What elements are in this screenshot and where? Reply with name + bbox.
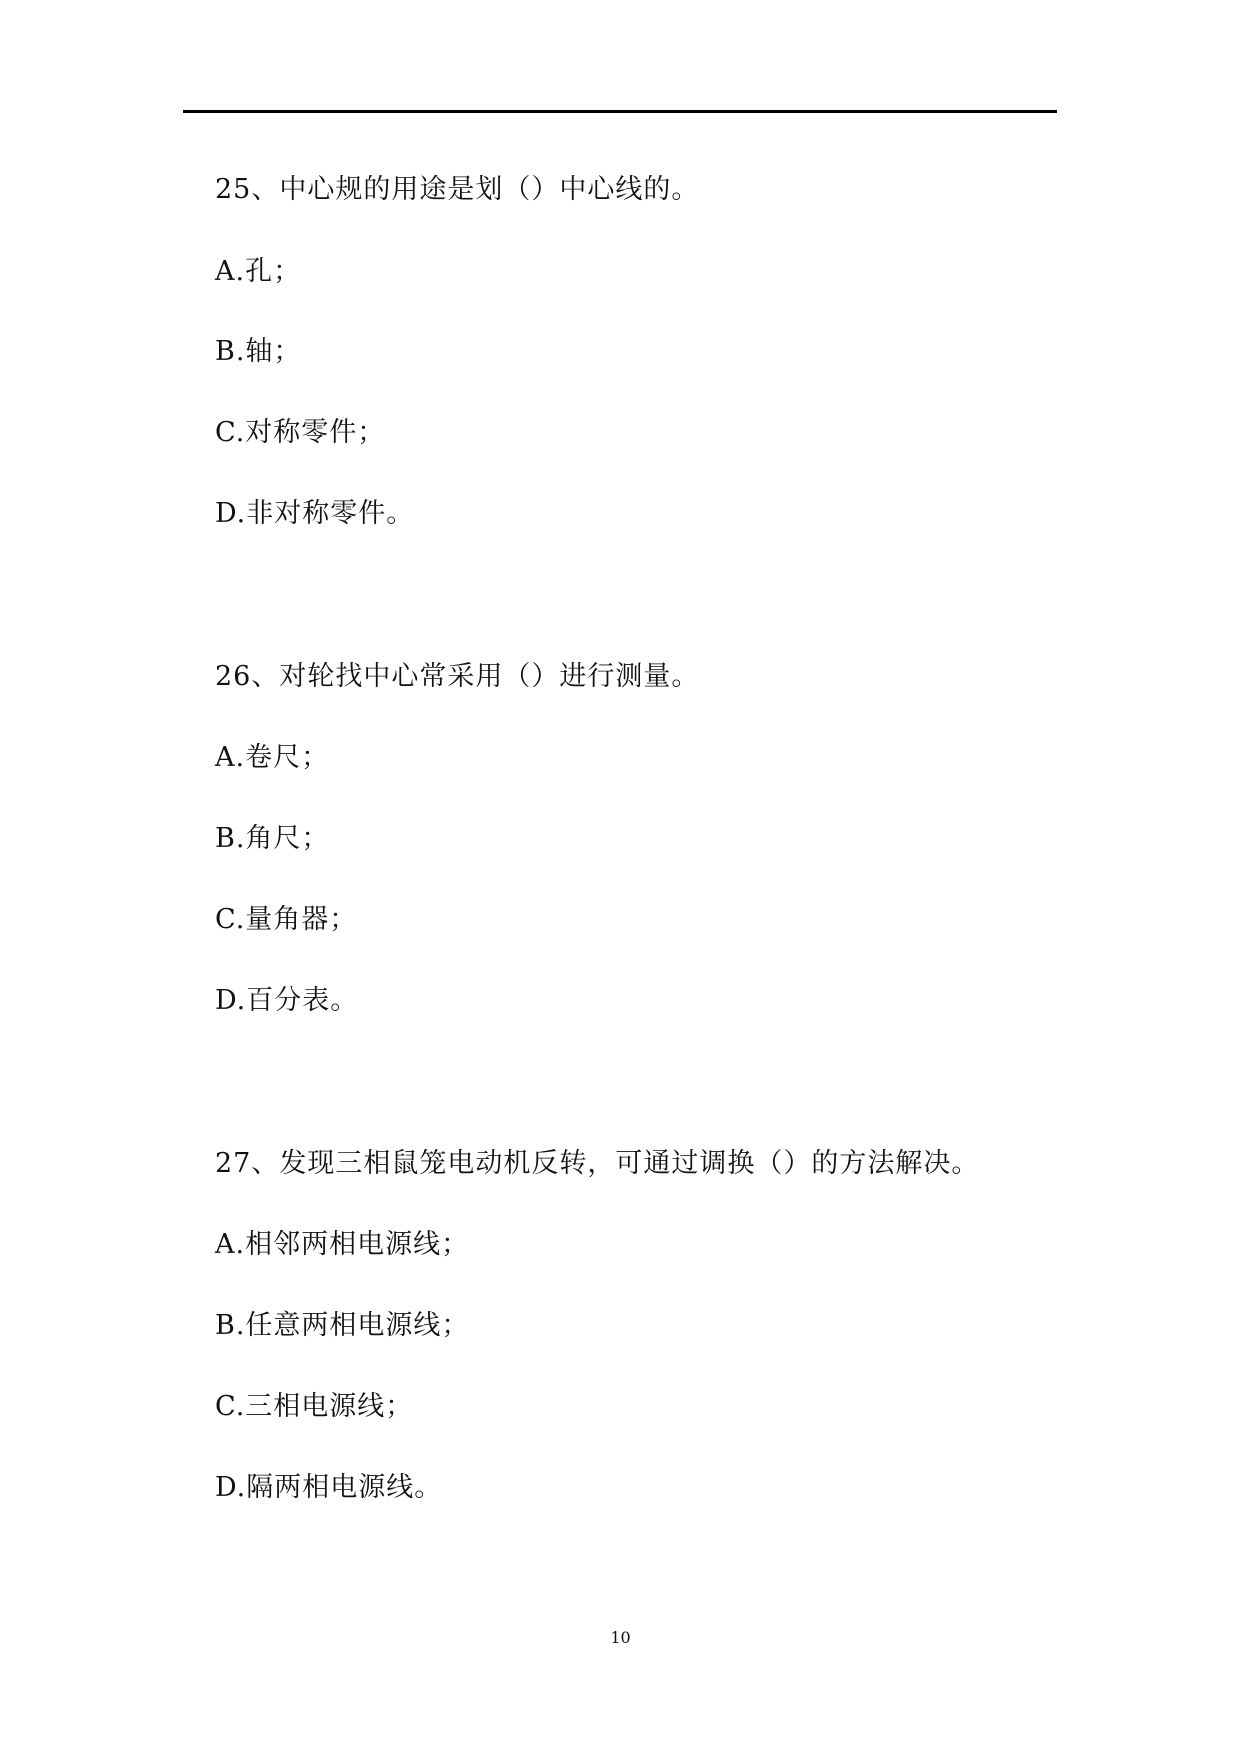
question-25-option-b: B.轴； — [215, 336, 302, 367]
question-27-option-b: B.任意两相电源线； — [215, 1310, 470, 1341]
question-27-option-a: A.相邻两相电源线； — [215, 1229, 470, 1260]
question-26-option-a: A.卷尺； — [215, 742, 330, 773]
question-27-option-c: C.三相电源线； — [215, 1391, 414, 1422]
header-rule — [183, 110, 1057, 113]
question-25-option-c: C.对称零件； — [215, 417, 386, 448]
question-25-option-a: A.孔； — [215, 256, 302, 287]
question-26-option-d: D.百分表。 — [215, 985, 359, 1016]
question-25-option-d: D.非对称零件。 — [215, 498, 415, 529]
question-27-option-d: D.隔两相电源线。 — [215, 1472, 443, 1503]
question-26-option-c: C.量角器； — [215, 904, 358, 935]
question-27-stem: 27、发现三相鼠笼电动机反转，可通过调换（）的方法解决。 — [215, 1148, 980, 1179]
page-number: 10 — [610, 1628, 631, 1647]
question-26-option-b: B.角尺； — [215, 823, 330, 854]
question-26-stem: 26、对轮找中心常采用（）进行测量。 — [215, 661, 700, 692]
question-25-stem: 25、中心规的用途是划（）中心线的。 — [215, 174, 700, 205]
